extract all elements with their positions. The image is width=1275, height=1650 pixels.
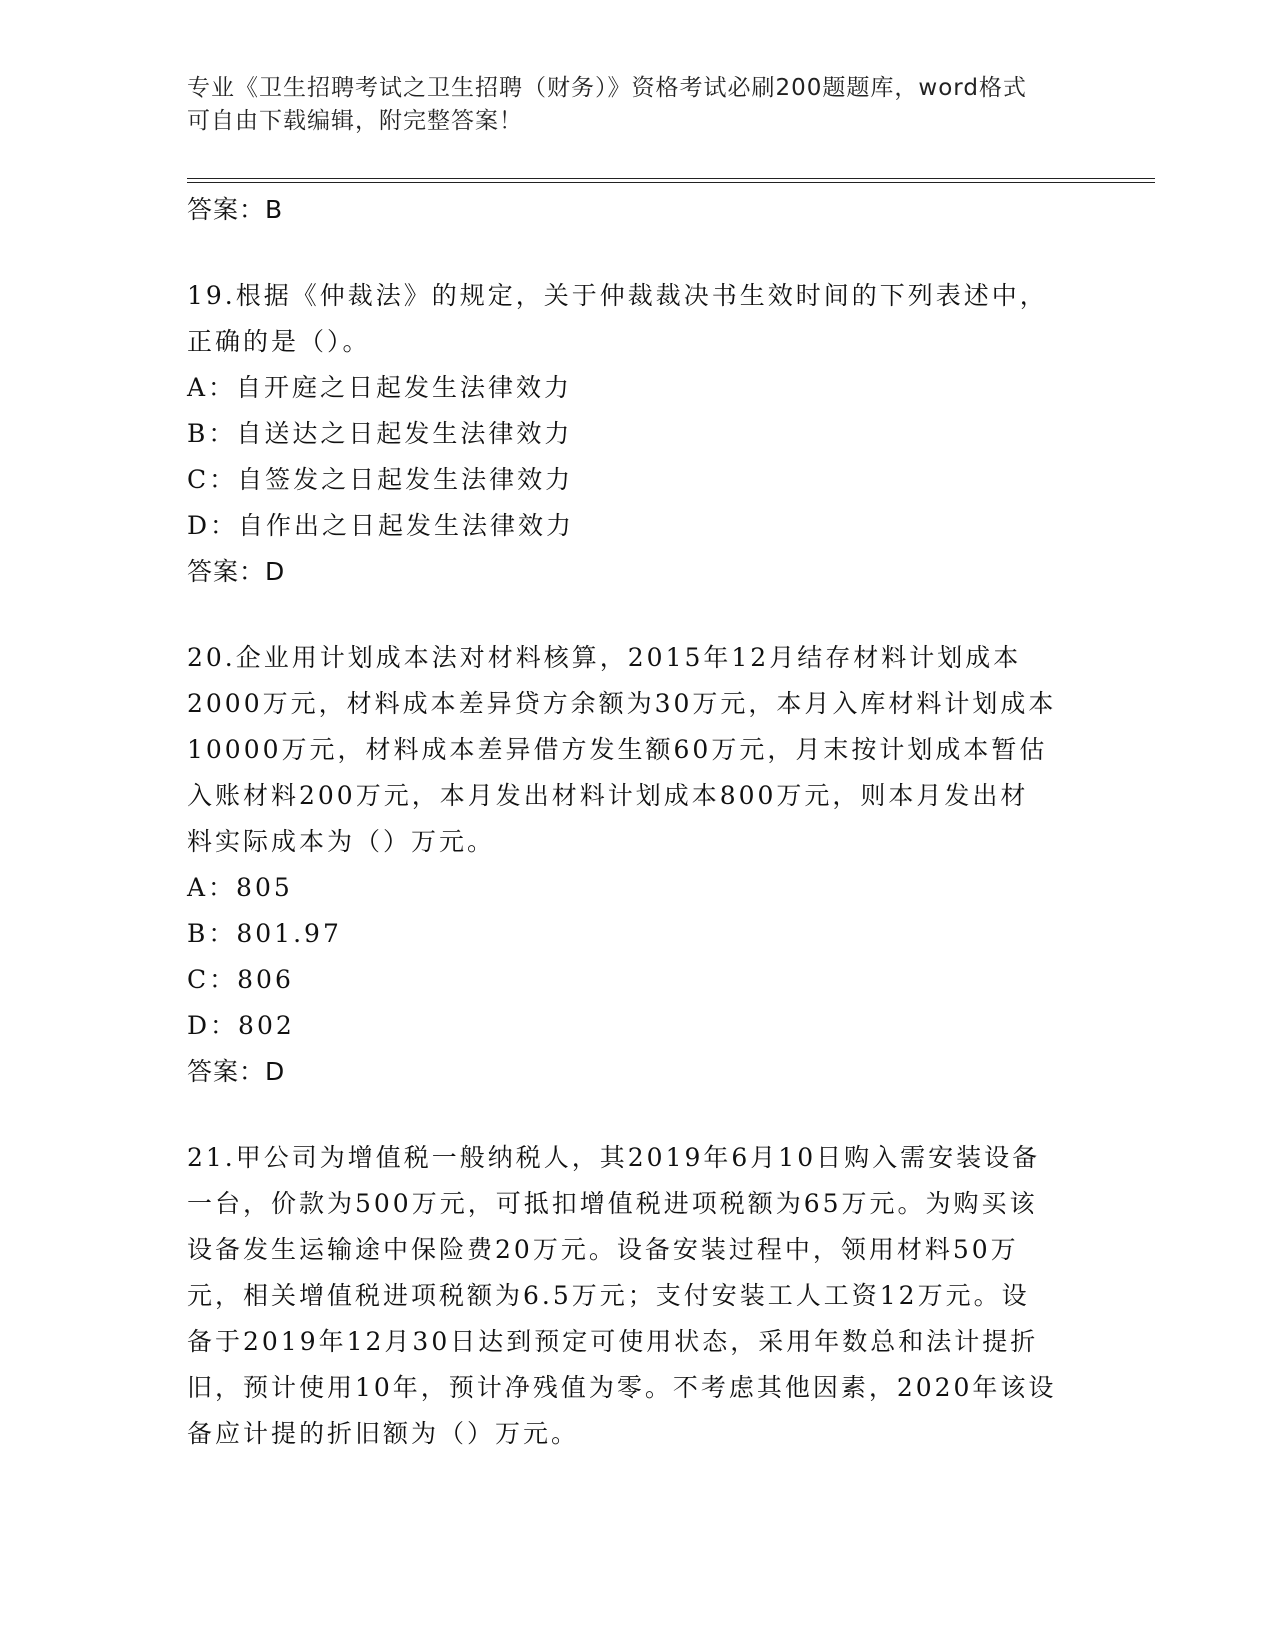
question-text-line: 10000万元，材料成本差异借方发生额60万元，月末按计划成本暂估 xyxy=(187,735,1048,764)
question-text-line: 正确的是（）。 xyxy=(187,327,371,356)
question-text-line: 设备发生运输途中保险费20万元。设备安装过程中，领用材料50万 xyxy=(187,1235,1019,1264)
question-text-line: 21.甲公司为增值税一般纳税人，其2019年6月10日购入需安装设备 xyxy=(187,1143,1041,1172)
previous-answer: 答案：B xyxy=(187,195,284,224)
document-body xyxy=(187,187,1087,1457)
option-a: A：805 xyxy=(187,873,293,902)
question-20 xyxy=(187,635,1087,1095)
question-text-line: 20.企业用计划成本法对材料核算，2015年12月结存材料计划成本 xyxy=(187,643,1022,672)
option-a: A：自开庭之日起发生法律效力 xyxy=(187,373,573,402)
question-text-line: 19.根据《仲裁法》的规定，关于仲裁裁决书生效时间的下列表述中， xyxy=(187,281,1048,310)
question-19 xyxy=(187,273,1087,595)
question-text-line: 料实际成本为（）万元。 xyxy=(187,827,496,856)
page-header xyxy=(187,72,1087,138)
option-d: D：802 xyxy=(187,1011,295,1040)
option-b: B：自送达之日起发生法律效力 xyxy=(187,419,573,448)
option-b: B：801.97 xyxy=(187,919,342,948)
question-21 xyxy=(187,1135,1087,1457)
question-text-line: 备应计提的折旧额为（）万元。 xyxy=(187,1419,580,1448)
question-text-line: 旧，预计使用10年，预计净残值为零。不考虑其他因素，2020年该设 xyxy=(187,1373,1057,1402)
question-text-line: 一台，价款为500万元，可抵扣增值税进项税额为65万元。为购买该 xyxy=(187,1189,1038,1218)
answer: 答案：D xyxy=(187,1057,286,1086)
header-line-2: 可自由下载编辑，附完整答案！ xyxy=(187,108,523,134)
question-text-line: 2000万元，材料成本差异贷方余额为30万元，本月入库材料计划成本 xyxy=(187,689,1057,718)
question-text-line: 备于2019年12月30日达到预定可使用状态，采用年数总和法计提折 xyxy=(187,1327,1039,1356)
option-c: C：自签发之日起发生法律效力 xyxy=(187,465,574,494)
header-line-1: 专业《卫生招聘考试之卫生招聘（财务）》资格考试必刷200题题库，word格式 xyxy=(187,75,1027,101)
option-d: D：自作出之日起发生法律效力 xyxy=(187,511,575,540)
question-text-line: 元，相关增值税进项税额为6.5万元；支付安装工人工资12万元。设 xyxy=(187,1281,1030,1310)
header-divider xyxy=(187,178,1155,183)
answer: 答案：D xyxy=(187,557,286,586)
question-text-line: 入账材料200万元，本月发出材料计划成本800万元，则本月发出材 xyxy=(187,781,1029,810)
option-c: C：806 xyxy=(187,965,294,994)
